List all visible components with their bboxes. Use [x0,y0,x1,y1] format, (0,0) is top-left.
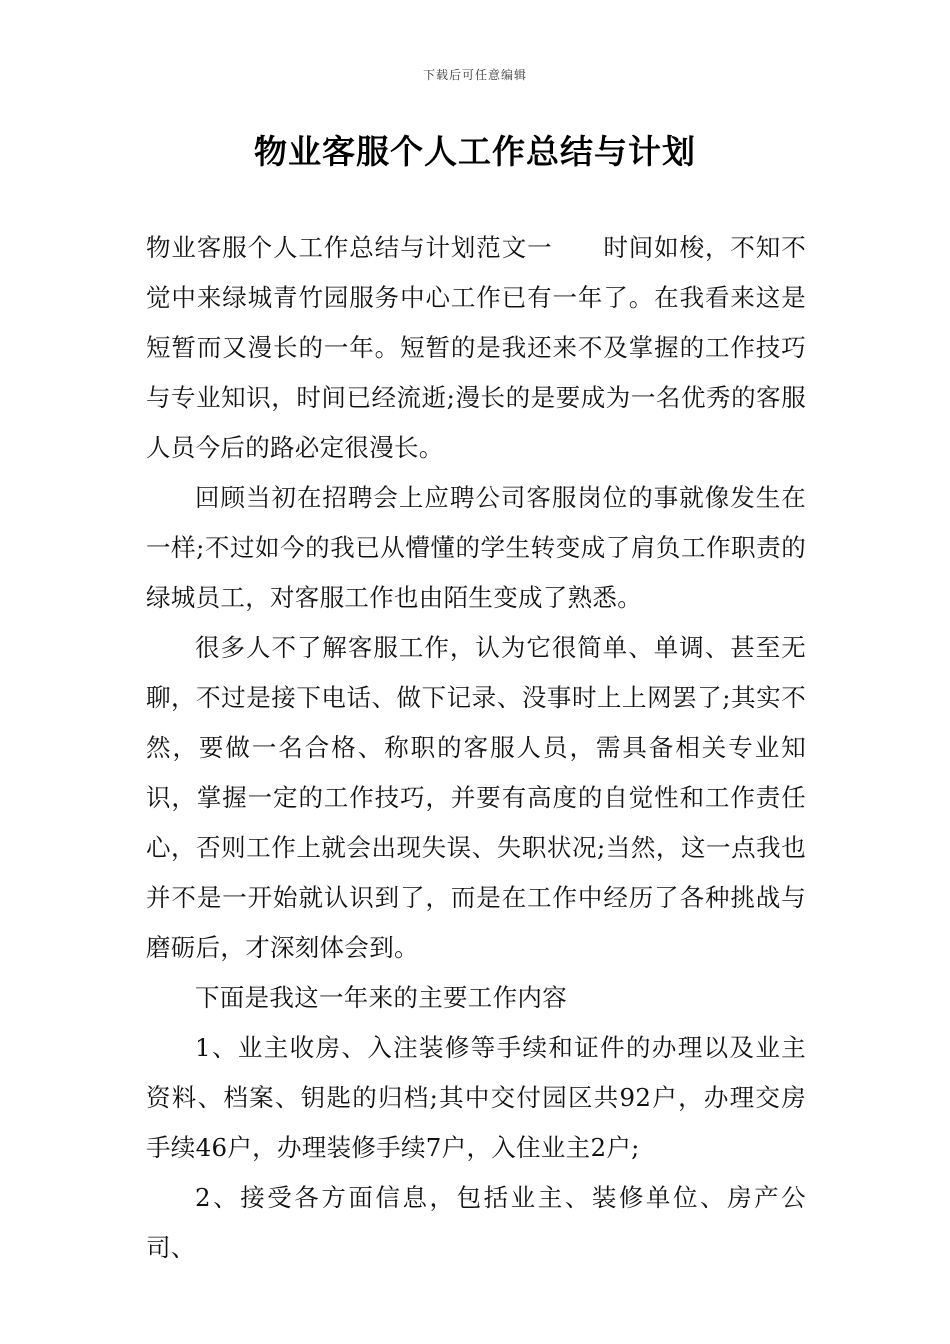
paragraph-item-2: 2、接受各方面信息，包括业主、装修单位、房产公司、 [146,1183,806,1262]
paragraph-item-1: 1、业主收房、入注装修等手续和证件的办理以及业主资料、档案、钥匙的归档;其中交付园区共92户，办理交房手续46户，办理装修手续7户，入住业主2户; [146,1033,806,1162]
paragraph-understanding: 很多人不了解客服工作，认为它很简单、单调、甚至无聊，不过是接下电话、做下记录、没事时上上网罢了;其实不然，要做一名合格、称职的客服人员，需具备相关专业知识，掌握一定的工作技巧，并要有高度的自觉性和工作责任心，否则工作上就会出现失误、失职状况;当然，这一点我也并不是一开始就认识到了，而是在工作中经历了各种挑战与磨砺后，才深刻体会到。 [146,633,806,962]
page-header-note: 下载后可任意编辑 [422,68,527,82]
document-title: 物业客服个人工作总结与计划 [254,132,696,171]
paragraph-work-intro: 下面是我这一年来的主要工作内容 [195,983,567,1012]
document-body [146,223,806,1273]
paragraph-intro: 物业客服个人工作总结与计划范文一 时间如梭，不知不觉中来绿城青竹园服务中心工作已有一年了。在我看来这是短暂而又漫长的一年。短暂的是我还来不及掌握的工作技巧与专业知识，时间已经流逝;漫长的是要成为一名优秀的客服人员今后的路必定很漫长。 [146,233,806,462]
paragraph-review: 回顾当初在招聘会上应聘公司客服岗位的事就像发生在一样;不过如今的我已从懵懂的学生转变成了肩负工作职责的绿城员工，对客服工作也由陌生变成了熟悉。 [146,483,806,612]
